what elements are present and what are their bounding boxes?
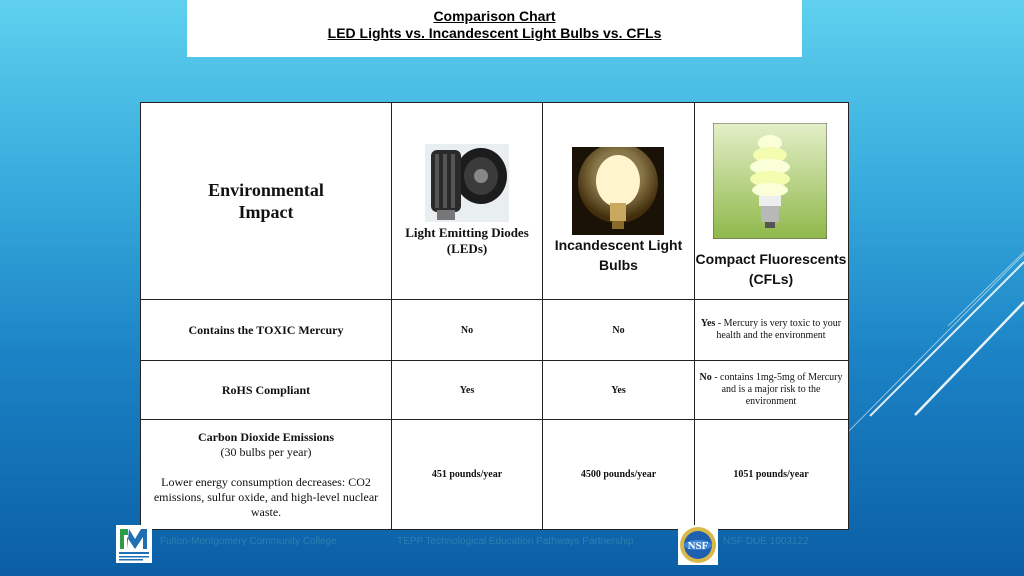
cfl-column-header: Compact Fluorescents (CFLs) (695, 251, 847, 287)
footer-partnership: TEPP Technological Education Pathways Partnership (397, 536, 634, 547)
cfl-bulb-image (713, 123, 827, 239)
co2-sublabel: (30 bulbs per year) (220, 444, 312, 459)
row-label-co2 (141, 420, 391, 529)
cfl-rohs-detail: - contains 1mg-5mg of Mercury and is a major risk to the environment (711, 372, 843, 407)
cfl-rohs-value (695, 361, 847, 419)
led-bulb-image (425, 144, 509, 222)
incandescent-rohs-value: Yes (611, 384, 626, 396)
incandescent-co2-value: 4500 pounds/year (580, 469, 657, 480)
cfl-co2-value: 1051 pounds/year (733, 469, 809, 480)
title-line-2: LED Lights vs. Incandescent Light Bulbs vs. CFLs (327, 25, 662, 41)
cfl-mercury-value (695, 300, 847, 360)
co2-note: Lower energy consumption decreases: CO2 emissions, sulfur oxide, and high-level nuclear waste. (153, 474, 379, 519)
co2-label: Carbon Dioxide Emissions (197, 429, 335, 444)
led-mercury-value: No (460, 324, 474, 336)
fmcc-logo (116, 525, 152, 563)
decorative-lines (840, 240, 1024, 450)
led-co2-value: 451 pounds/year (431, 469, 503, 480)
incandescent-column-header: Incandescent Light Bulbs (554, 237, 683, 273)
footer-college: Fulton-Montgomery Community College (160, 536, 337, 547)
svg-text:NSF: NSF (687, 540, 709, 552)
incandescent-mercury-value: No (612, 324, 625, 336)
nsf-logo (678, 525, 718, 565)
footer (0, 522, 1024, 562)
environmental-impact-heading: Environmental Impact (208, 180, 324, 222)
footer-grant: NSF DUE 1003122 (723, 536, 809, 547)
comparison-table (140, 102, 849, 530)
cfl-mercury-detail: - Mercury is very toxic to your health and the environment (715, 318, 842, 341)
cfl-mercury-answer: Yes (700, 318, 716, 329)
row-label-mercury: Contains the TOXIC Mercury (188, 322, 344, 337)
incandescent-bulb-image (572, 147, 664, 235)
title-line-1: Comparison Chart (433, 8, 556, 24)
slide-title (187, 0, 802, 57)
cfl-rohs-answer: No (699, 372, 712, 383)
row-label-rohs: RoHS Compliant (221, 382, 311, 397)
led-rohs-value: Yes (459, 384, 475, 396)
led-column-header: Light Emitting Diodes (LEDs) (405, 225, 529, 256)
